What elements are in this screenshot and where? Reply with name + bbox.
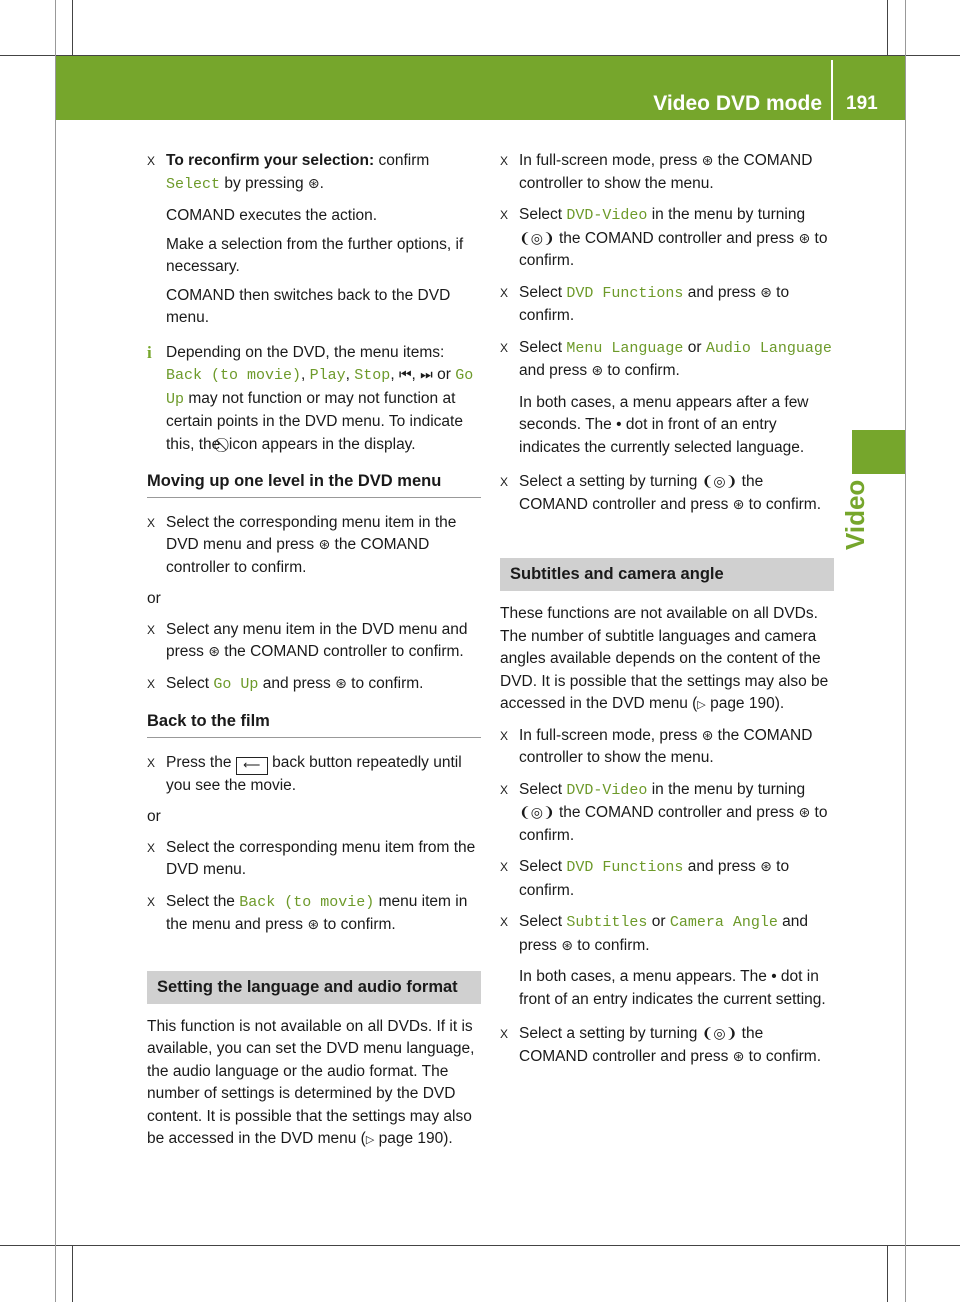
- text: Select: [519, 206, 567, 223]
- menu-item-code: Stop: [354, 367, 391, 384]
- text: .: [319, 174, 324, 192]
- menu-item-code: Audio Language: [705, 339, 832, 357]
- text: Select any menu item in the DVD menu and press: [166, 620, 468, 660]
- press-icon: ⊛: [732, 496, 745, 513]
- text: icon appears in the display.: [224, 435, 416, 453]
- text: back button repeatedly until you see the movie.: [166, 753, 462, 794]
- menu-item-code: Go Up: [166, 367, 474, 408]
- text: This function is not available on all DVDs. If it is available, you can set the DVD menu language, the audio language or the audio format. The number of settings is determined by the DVD content. It is possible that the settings may also be accessed in the DVD menu (: [147, 1017, 475, 1147]
- text: Select the corresponding menu item from the DVD menu.: [166, 838, 476, 878]
- step-marker: X: [500, 340, 509, 355]
- text: Select: [519, 858, 567, 875]
- turn-icon: ❨◎❩: [519, 230, 555, 247]
- crop-mark: [72, 1245, 73, 1302]
- result-text: COMAND then switches back to the DVD menu.: [166, 286, 451, 326]
- text: or: [683, 338, 706, 356]
- text: Select a setting by turning: [519, 473, 702, 490]
- page-ref-arrow: ▷: [365, 1134, 375, 1146]
- text: Select: [519, 913, 567, 930]
- page-ref-arrow: ▷: [697, 699, 706, 711]
- step: [500, 911, 834, 957]
- crop-mark: [905, 0, 906, 1302]
- text: the COMAND controller to show the menu.: [519, 726, 813, 766]
- press-icon: ⊛: [701, 153, 714, 169]
- text: and press: [519, 913, 809, 954]
- step: [500, 1023, 834, 1068]
- text: and press: [519, 362, 592, 379]
- press-icon: ⊛: [798, 230, 811, 247]
- press-icon: ⊛: [307, 175, 320, 192]
- text: ,: [345, 366, 355, 383]
- text: and press: [258, 674, 336, 692]
- step: [500, 282, 834, 328]
- text: Select a setting by turning: [519, 1025, 702, 1042]
- chapter-label: Video: [840, 479, 870, 550]
- skip-forward-icon: ⏭: [420, 367, 433, 383]
- step: [500, 856, 834, 902]
- left-column: [147, 150, 481, 1162]
- menu-item-code: Camera Angle: [669, 914, 778, 931]
- step-marker: X: [500, 1027, 509, 1041]
- text: or: [432, 366, 456, 383]
- turn-icon: ❨◎❩: [519, 805, 555, 821]
- menu-item-code: Menu Language: [566, 339, 684, 357]
- text: to confirm.: [744, 495, 822, 513]
- step-marker: X: [500, 285, 509, 300]
- page-number: 191: [846, 93, 878, 114]
- text: ,: [411, 366, 421, 383]
- crop-mark: [887, 0, 888, 56]
- text: In both cases, a menu appears. The: [519, 968, 772, 985]
- back-button-icon: ⟵: [236, 757, 268, 775]
- step-marker: X: [500, 782, 509, 797]
- press-icon: ⊛: [701, 727, 714, 744]
- text: dot in front of an entry indicates the currently selected language.: [519, 416, 805, 456]
- text: or: [647, 913, 670, 930]
- section-box-heading: Subtitles and camera angle: [500, 558, 834, 591]
- text: Select the corresponding menu item in the DVD menu and press: [166, 513, 457, 553]
- step: [500, 471, 834, 516]
- text: Select the: [166, 892, 240, 910]
- text: in the menu by turning: [647, 780, 806, 798]
- bullet-icon: •: [616, 416, 622, 433]
- text: the COMAND controller to confirm.: [166, 536, 430, 576]
- step: [147, 673, 481, 697]
- step: [500, 779, 834, 848]
- text: ,: [301, 366, 310, 383]
- menu-item-code: DVD-Video: [566, 207, 648, 224]
- text: the COMAND controller and press: [519, 473, 764, 513]
- section-heading: Moving up one level in the DVD menu: [147, 470, 481, 498]
- press-icon: ⊛: [318, 537, 331, 553]
- step: [500, 337, 834, 383]
- text: to confirm.: [519, 229, 828, 269]
- text: Select: [519, 338, 567, 356]
- text: In full-screen mode, press: [519, 152, 702, 169]
- step-marker: X: [147, 622, 156, 637]
- text: In both cases, a menu appears after a few seconds. The: [519, 393, 809, 433]
- press-icon: ⊛: [307, 917, 320, 933]
- chapter-tab: [852, 430, 905, 474]
- crop-mark: [0, 1245, 960, 1246]
- text: Press the: [166, 753, 236, 771]
- text: to confirm.: [319, 916, 396, 933]
- text: to confirm.: [346, 674, 424, 692]
- page-title: Video DVD mode: [653, 92, 822, 115]
- step-label: To reconfirm your selection:: [166, 152, 375, 169]
- turn-icon: ❨◎❩: [701, 474, 738, 490]
- text: confirm: [374, 152, 430, 169]
- step-marker: X: [500, 728, 509, 743]
- menu-item-code: Go Up: [213, 675, 259, 693]
- step: [500, 150, 834, 195]
- step: [147, 752, 481, 798]
- step-marker: X: [500, 475, 509, 489]
- step: [147, 891, 481, 937]
- info-note: [147, 342, 481, 457]
- text: may not function or may not function at certain points in the DVD menu. To indicate this, the: [166, 389, 463, 453]
- crop-mark: [887, 1245, 888, 1302]
- text: menu item in the menu and press: [166, 892, 468, 933]
- step-marker: X: [147, 676, 156, 691]
- menu-item-code: Subtitles: [566, 914, 648, 931]
- press-icon: ⊛: [760, 859, 772, 875]
- step-marker: X: [500, 915, 509, 929]
- step-marker: X: [147, 154, 156, 168]
- text: to confirm.: [603, 362, 680, 379]
- text: page 190).: [374, 1130, 453, 1147]
- text: the COMAND controller to show the menu.: [519, 152, 813, 192]
- step: [500, 725, 834, 770]
- menu-item-code: Play: [309, 367, 346, 384]
- text: These functions are not available on all DVDs. The number of subtitle languages and camera angles available depends on the content of the DVD. It is possible that the settings may also be accessed in the DVD menu (: [500, 605, 829, 712]
- text: Select: [166, 674, 214, 692]
- menu-item-code: DVD Functions: [566, 859, 684, 876]
- result-text: Make a selection from the further options, if necessary.: [166, 235, 464, 275]
- menu-item-code: Select: [166, 175, 221, 193]
- text: to confirm.: [519, 858, 790, 899]
- step-marker: X: [147, 840, 156, 855]
- turn-icon: ❨◎❩: [701, 1026, 738, 1042]
- step-marker: X: [500, 154, 509, 168]
- press-icon: ⊛: [335, 675, 347, 692]
- step: [147, 837, 481, 882]
- press-icon: ⊛: [798, 805, 811, 821]
- text: and press: [683, 858, 761, 875]
- text: Depending on the DVD, the menu items:: [166, 343, 445, 361]
- step-marker: X: [147, 515, 156, 530]
- text: Select: [519, 283, 567, 301]
- menu-item-code: Back (to movie): [239, 893, 375, 911]
- or-text: or: [147, 808, 161, 825]
- step: [147, 619, 481, 664]
- paragraph: [500, 603, 834, 717]
- skip-back-icon: ⏮: [398, 367, 412, 383]
- text: ,: [390, 366, 399, 383]
- press-icon: ⊛: [561, 937, 573, 954]
- step-marker: X: [147, 894, 156, 909]
- text: In full-screen mode, press: [519, 726, 702, 744]
- text: the COMAND controller and press: [554, 804, 799, 821]
- text: to confirm.: [744, 1047, 822, 1065]
- press-icon: ⊛: [208, 644, 220, 660]
- crop-mark: [72, 0, 73, 56]
- step: [147, 150, 481, 196]
- paragraph: [147, 1016, 481, 1152]
- section-box-heading: Setting the language and audio format: [147, 971, 481, 1004]
- bullet-icon: •: [771, 968, 777, 985]
- text: the COMAND controller and press: [519, 1025, 764, 1065]
- press-icon: ⊛: [760, 284, 772, 301]
- menu-item-code: DVD Functions: [566, 284, 684, 302]
- text: Select: [519, 780, 567, 798]
- header-divider: [831, 60, 833, 120]
- menu-item-code: Back (to movie): [166, 367, 302, 384]
- text: in the menu by turning: [647, 206, 806, 223]
- text: page 190).: [705, 695, 785, 712]
- text: to confirm.: [519, 283, 790, 324]
- step-marker: X: [500, 860, 509, 874]
- section-heading: Back to the film: [147, 710, 481, 738]
- result-text: COMAND executes the action.: [166, 207, 378, 224]
- step-marker: X: [147, 755, 156, 770]
- step: [147, 512, 481, 580]
- press-icon: ⊛: [732, 1048, 745, 1065]
- or-text: or: [147, 590, 161, 607]
- menu-item-code: DVD-Video: [566, 781, 648, 799]
- text: to confirm.: [519, 804, 828, 844]
- text: the COMAND controller to confirm.: [219, 643, 464, 660]
- press-icon: ⊛: [591, 363, 604, 379]
- text: dot in front of an entry indicates the current setting.: [519, 968, 826, 1008]
- info-icon: i: [147, 342, 152, 362]
- text: by pressing: [220, 174, 308, 192]
- right-column: [500, 150, 834, 1077]
- text: the COMAND controller and press: [554, 229, 799, 247]
- result-text: [500, 966, 834, 1011]
- result-text: [500, 392, 834, 460]
- crop-mark: [55, 0, 56, 1302]
- text: and press: [683, 283, 761, 301]
- text: to confirm.: [572, 936, 650, 954]
- step-marker: X: [500, 208, 509, 222]
- step: [500, 204, 834, 273]
